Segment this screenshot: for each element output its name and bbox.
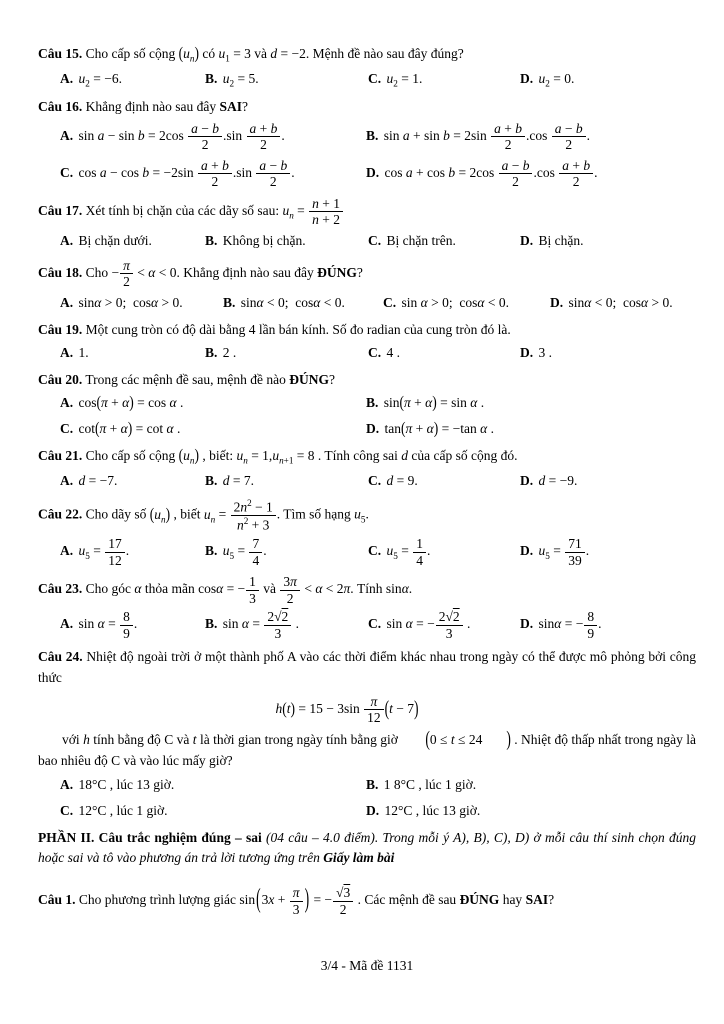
- options-cau-24-option-C: C. 12°C , lúc 1 giờ.: [60, 802, 168, 818]
- question-cau-22-option-A: A. $u_5$ = $\frac{17}{12}$ .: [60, 536, 130, 568]
- question-cau-23-option-C: C. sin α = − $\frac{2√2}{3}$ .: [368, 609, 471, 641]
- question-cau-16: [38, 97, 696, 189]
- question-cau-21-option-A: A. d = −7.: [60, 473, 118, 489]
- question-cau-15: [38, 44, 696, 91]
- question-cau-1-label: Câu 1.: [38, 892, 76, 908]
- question-cau-20: [38, 370, 696, 440]
- question-cau-20-option-A: A. cos(π + α) = cos α .: [60, 392, 184, 412]
- question-cau-1: [38, 882, 696, 917]
- question-cau-22-text: Câu 22. Cho dãy số $(u_n)$ , biết $u_n$ = $\frac{2n^2 - 1}{n^2 + 3}$ . Tìm số hạng $u_5$.: [38, 498, 369, 533]
- question-cau-19: [38, 320, 696, 364]
- question-cau-19-text: Câu 19. Một cung tròn có độ dài bằng 4 lần bán kính. Số đo radian của cung tròn đó là.: [38, 321, 511, 337]
- question-cau-15-options: [60, 69, 696, 91]
- options-cau-24: [38, 775, 696, 822]
- question-cau-20-option-C: C. cot(π + α) = cot α .: [60, 418, 181, 438]
- question-cau-17-option-D: D. Bị chặn.: [520, 232, 584, 248]
- question-cau-16-option-D: D. cos a + cos b = 2cos $\frac{a - b}{2}$ .cos $\frac{a + b}{2}$ .: [366, 157, 598, 190]
- question-cau-18: [38, 258, 696, 314]
- question-cau-24-label: Câu 24.: [38, 649, 83, 665]
- question-cau-17-options: [60, 231, 696, 252]
- question-cau-19-option-A: A. 1.: [60, 344, 89, 360]
- question-cau-20-options: [60, 393, 696, 440]
- options-cau-24-options: [60, 775, 696, 822]
- question-cau-23-option-D: D. sinα = − $\frac{8}{9}$ .: [520, 609, 602, 641]
- question-cau-18-option-C: C. sin α > 0; cosα < 0.: [383, 294, 509, 310]
- question-cau-18-option-B: B. sinα < 0; cosα < 0.: [223, 294, 345, 310]
- question-cau-23-options: [60, 609, 696, 641]
- question-cau-20-option-B: B. sin(π + α) = sin α .: [366, 392, 485, 412]
- question-cau-19-option-B: B. 2 .: [205, 344, 237, 360]
- question-cau-19-options: [60, 343, 696, 364]
- question-cau-19-option-C: C. 4 .: [368, 344, 400, 360]
- question-cau-20-label: Câu 20.: [38, 371, 83, 387]
- question-cau-15-option-A: A. $u_2 = -6$.: [60, 71, 122, 90]
- question-cau-21-option-D: D. d = −9.: [520, 473, 578, 489]
- question-cau-23-label: Câu 23.: [38, 581, 83, 597]
- question-cau-18-option-A: A. sinα > 0; cosα > 0.: [60, 294, 183, 310]
- question-cau-22-options: [60, 536, 696, 568]
- question-cau-18-options: [60, 293, 696, 314]
- question-cau-17-option-B: B. Không bị chặn.: [205, 232, 306, 248]
- question-cau-17: [38, 196, 696, 252]
- question-cau-21-options: [60, 471, 696, 492]
- question-cau-23-option-A: A. sin α = $\frac{8}{9}$ .: [60, 609, 138, 641]
- question-cau-23: [38, 574, 696, 641]
- question-cau-22-option-D: D. $u_5$ = $\frac{71}{39}$ .: [520, 536, 590, 568]
- formula-cau-24: h(t) = 15 − 3sin $\frac{\pi}{12}$ (t − 7): [275, 693, 419, 726]
- options-cau-24-option-B: B. 1 8°C , lúc 1 giờ.: [366, 776, 477, 792]
- question-cau-20-option-D: D. tan(π + α) = −tan α .: [366, 418, 494, 438]
- question-cau-15-option-B: B. $u_2 = 5$.: [205, 71, 259, 90]
- question-cau-21-text: Câu 21. Cho cấp số cộng $(u_n)$ , biết: $u_n = 1,u_{n+1} = 8$ . Tính công sai d của cấp số cộng đó.: [38, 445, 518, 466]
- question-cau-21-label: Câu 21.: [38, 447, 83, 463]
- question-cau-22-option-B: B. $u_5$ = $\frac{7}{4}$ .: [205, 536, 267, 568]
- options-cau-24-option-D: D. 12°C , lúc 13 giờ.: [366, 802, 481, 818]
- question-cau-16-text: Câu 16. Khẳng định nào sau đây SAI?: [38, 99, 249, 115]
- options-cau-24-option-A: A. 18°C , lúc 13 giờ.: [60, 776, 175, 792]
- question-cau-17-label: Câu 17.: [38, 202, 83, 218]
- section-phan-2: PHẦN II. Câu trắc nghiệm đúng – sai (04 câu – 4.0 điểm). Trong mỗi ý A), B), C), D) ở mỗi câu thí sinh chọn đúng hoặc sai và tô vào phương án trả lời tương ứng trên Giấy làm bài: [38, 829, 696, 865]
- exam-content: [38, 44, 696, 923]
- question-cau-24: [38, 647, 696, 688]
- page-footer: 3/4 - Mã đề 1131: [320, 958, 414, 974]
- question-cau-16-option-B: B. sin a + sin b = 2sin $\frac{a + b}{2}$ .cos $\frac{a - b}{2}$ .: [366, 120, 591, 153]
- question-cau-21-option-B: B. d = 7.: [205, 473, 255, 489]
- question-cau-18-text: Câu 18. Cho − $\frac{\pi}{2}$ < α < 0. Khẳng định nào sau đây ĐÚNG?: [38, 257, 363, 290]
- para-cau-24: với h tính bằng độ C và t là thời gian trong ngày tính bằng giờ (0 ≤ t ≤ 24 ) . Nhiệt độ thấp nhất trong ngày là bao nhiêu độ C và vào lúc mấy giờ?: [38, 726, 696, 768]
- question-cau-21-option-C: C. d = 9.: [368, 473, 418, 489]
- question-cau-24-text: Câu 24. Nhiệt độ ngoài trời ở một thành phố A vào các thời điểm khác nhau trong ngày có thể được mô phỏng bởi công thức: [38, 649, 696, 685]
- question-cau-15-option-C: C. $u_2 = 1$.: [368, 71, 423, 90]
- question-cau-17-option-C: C. Bị chặn trên.: [368, 232, 456, 248]
- question-cau-19-option-D: D. 3 .: [520, 344, 552, 360]
- question-cau-22: [38, 498, 696, 568]
- question-cau-18-label: Câu 18.: [38, 264, 83, 280]
- question-cau-16-option-C: C. cos a − cos b = −2sin $\frac{a + b}{2}$ .sin $\frac{a - b}{2}$ .: [60, 157, 295, 190]
- question-cau-23-text: Câu 23. Cho góc α thỏa mãn cosα = − $\frac{1}{3}$ và $\frac{3\pi}{2}$ < α < 2π. Tính sinα.: [38, 574, 413, 606]
- question-cau-15-option-D: D. $u_2 = 0$.: [520, 71, 575, 90]
- question-cau-1-text: Câu 1. Cho phương trình lượng giác sin(3x + $\frac{\pi}{3}$ ) = − $\frac{√3}{2}$ . Các mệnh đề sau ĐÚNG hay SAI?: [38, 882, 555, 917]
- question-cau-17-text: Câu 17. Xét tính bị chặn của các dãy số sau: $u_n$ = $\frac{n + 1}{n + 2}$: [38, 196, 696, 228]
- question-cau-17-option-A: A. Bị chặn dưới.: [60, 232, 152, 248]
- question-cau-21: [38, 446, 696, 492]
- question-cau-20-text: Câu 20. Trong các mệnh đề sau, mệnh đề nào ĐÚNG?: [38, 371, 335, 387]
- question-cau-22-option-C: C. $u_5$ = $\frac{1}{4}$ .: [368, 536, 431, 568]
- question-cau-16-label: Câu 16.: [38, 99, 83, 115]
- question-cau-16-options: [60, 121, 696, 190]
- question-cau-23-option-B: B. sin α = $\frac{2√2}{3}$ .: [205, 609, 300, 641]
- question-cau-18-option-D: D. sinα < 0; cosα > 0.: [550, 294, 673, 310]
- question-cau-15-text: Câu 15. Cho cấp số cộng $(u_n)$ có $u_1 = 3$ và d = −2. Mệnh đề nào sau đây đúng?: [38, 43, 464, 64]
- question-cau-22-label: Câu 22.: [38, 506, 83, 522]
- question-cau-16-option-A: A. sin a − sin b = 2cos $\frac{a - b}{2}$ .sin $\frac{a + b}{2}$ .: [60, 120, 285, 153]
- question-cau-19-label: Câu 19.: [38, 321, 83, 337]
- question-cau-15-label: Câu 15.: [38, 46, 83, 61]
